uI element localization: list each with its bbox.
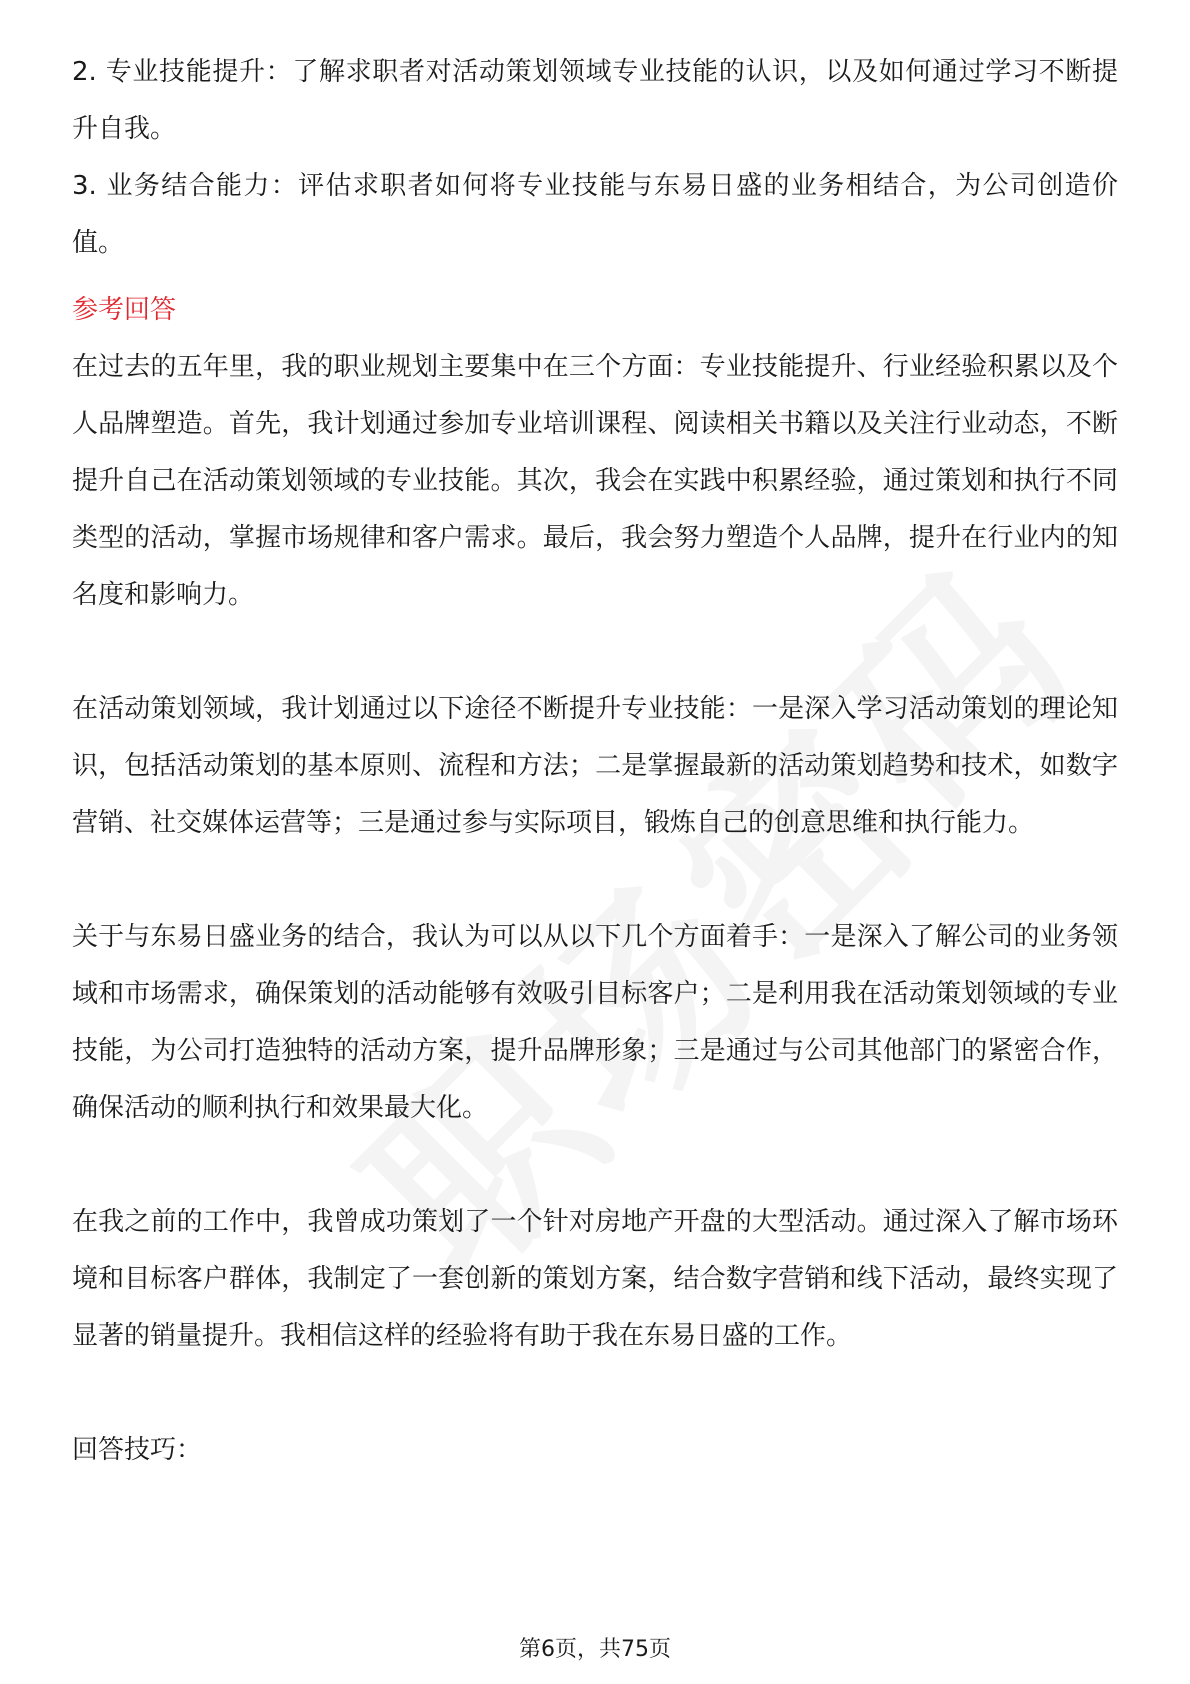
tips-heading: 回答技巧： [72,1435,203,1465]
intro-point-2: 2. 专业技能提升：了解求职者对活动策划领域专业技能的认识，以及如何通过学习不断提升自我。 [72,57,1118,144]
answer-paragraph-4: 在我之前的工作中，我曾成功策划了一个针对房地产开盘的大型活动。通过深入了解市场环境和目标客户群体，我制定了一套创新的策划方案，结合数字营销和线下活动，最终实现了显著的销量提升。我相信这样的经验将有助于我在东易日盛的工作。 [72,1207,1118,1351]
answer-paragraph-3: 关于与东易日盛业务的结合，我认为可以从以下几个方面着手：一是深入了解公司的业务领域和市场需求，确保策划的活动能够有效吸引目标客户；二是利用我在活动策划领域的专业技能，为公司打造独特的活动方案，提升品牌形象；三是通过与公司其他部门的紧密合作，确保活动的顺利执行和效果最大化。 [72,922,1118,1123]
page-number-footer: 第6页，共75页 [519,1637,671,1662]
intro-point-3: 3. 业务结合能力：评估求职者如何将专业技能与东易日盛的业务相结合，为公司创造价值。 [72,171,1118,258]
answer-paragraph-1: 在过去的五年里，我的职业规划主要集中在三个方面：专业技能提升、行业经验积累以及个人品牌塑造。首先，我计划通过参加专业培训课程、阅读相关书籍以及关注行业动态，不断提升自己在活动策划领域的专业技能。其次，我会在实践中积累经验，通过策划和执行不同类型的活动，掌握市场规律和客户需求。最后，我会努力塑造个人品牌，提升在行业内的知名度和影响力。 [72,352,1118,610]
reference-answer-heading: 参考回答 [72,295,177,325]
answer-paragraph-2: 在活动策划领域，我计划通过以下途径不断提升专业技能：一是深入学习活动策划的理论知识，包括活动策划的基本原则、流程和方法；二是掌握最新的活动策划趋势和技术，如数字营销、社交媒体运营等；三是通过参与实际项目，锻炼自己的创意思维和执行能力。 [72,694,1118,838]
document-content [72,44,1118,1479]
